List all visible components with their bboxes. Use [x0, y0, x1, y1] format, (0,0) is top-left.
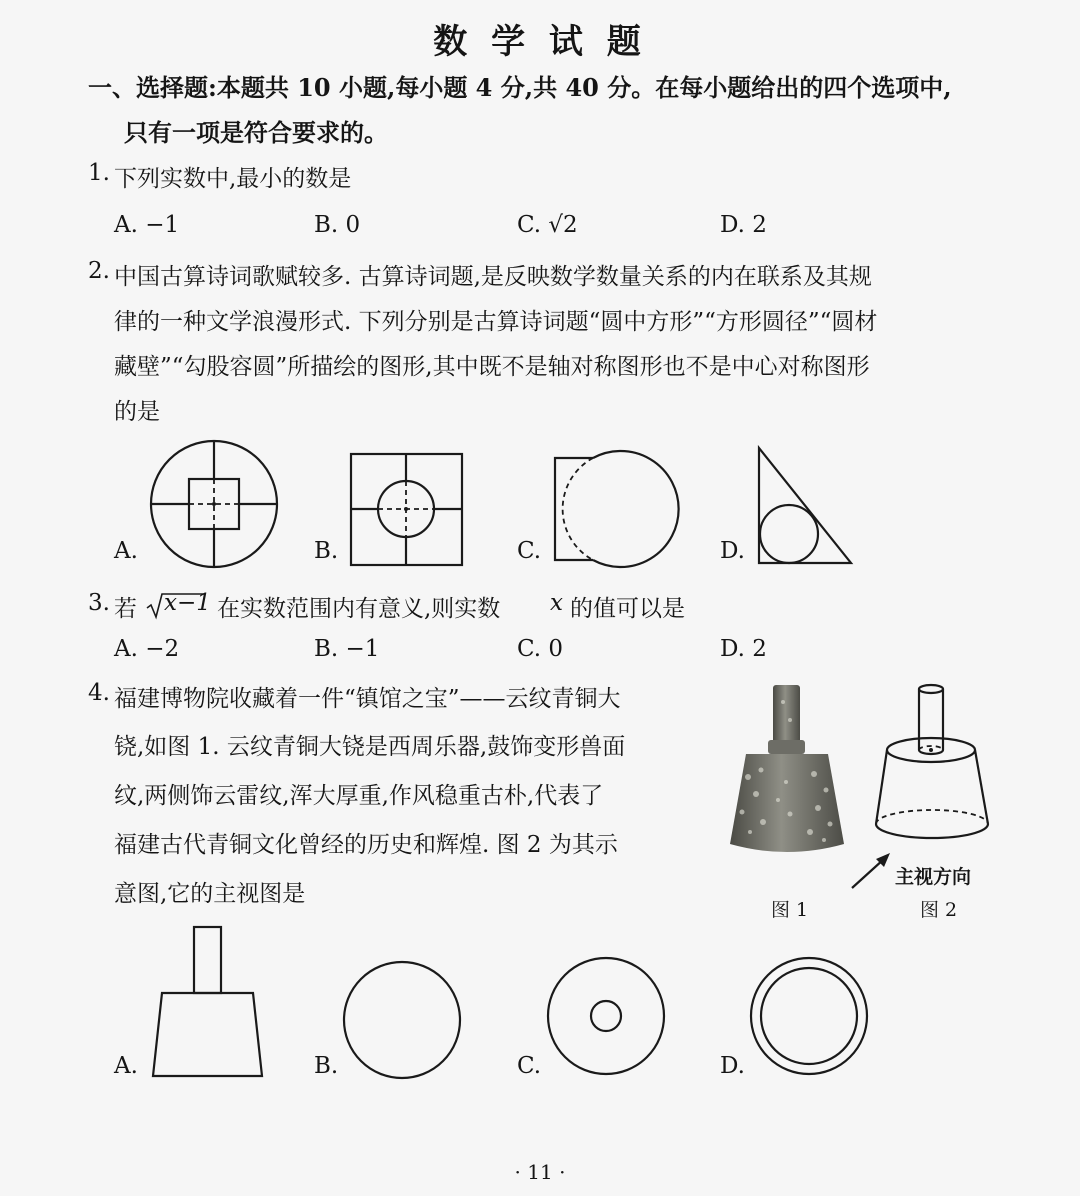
q3-number: 3.: [88, 590, 110, 616]
q1-number: 1.: [88, 160, 110, 186]
q2-figure-a: [148, 438, 280, 570]
q2-option-a-label: A.: [114, 538, 138, 564]
q1-stem: 下列实数中,最小的数是: [114, 166, 352, 192]
page-title: 数 学 试 题: [433, 22, 647, 62]
bronze-bell-photo: [728, 682, 846, 862]
q4-stem-line1: 福建博物院收藏着一件“镇馆之宝”——云纹青铜大: [114, 686, 621, 712]
q4-figure-c: [545, 958, 667, 1080]
q1-option-b: B. 0: [314, 212, 361, 238]
q3-option-c: C. 0: [517, 636, 564, 662]
section-heading-line1: 一、选择题:本题共 10 小题,每小题 4 分,共 40 分。在每小题给出的四个选项中,: [88, 73, 952, 102]
q3-stem-prefix: 若: [114, 596, 137, 622]
q4-stem-line5: 意图,它的主视图是: [114, 881, 306, 907]
q3-option-a: A. −2: [114, 636, 180, 662]
q3-option-b: B. −1: [314, 636, 380, 662]
q2-figure-c: [552, 450, 682, 568]
q3-option-d: D. 2: [720, 636, 767, 662]
q4-option-b-label: B.: [314, 1053, 339, 1079]
q1-option-c: C. √2: [517, 212, 578, 238]
q2-stem-line4: 的是: [114, 399, 160, 425]
q4-stem-line2: 铙,如图 1. 云纹青铜大铙是西周乐器,鼓饰变形兽面: [114, 734, 626, 760]
q2-stem-line2: 律的一种文学浪漫形式. 下列分别是古算诗词题“圆中方形”“方形圆径”“圆材: [114, 309, 878, 335]
section-heading-line2: 只有一项是符合要求的。: [124, 118, 388, 147]
q4-number: 4.: [88, 680, 110, 706]
q2-figure-d: [755, 445, 855, 567]
q2-stem-line3: 藏壁”“勾股容圆”所描绘的图形,其中既不是轴对称图形也不是中心对称图形: [114, 354, 870, 380]
view-direction-label: 主视方向: [895, 866, 972, 888]
q2-stem-line1: 中国古算诗词歌赋较多. 古算诗词题,是反映数学数量关系的内在联系及其规: [114, 264, 872, 290]
q4-stem-line3: 纹,两侧饰云雷纹,浑大厚重,作风稳重古朴,代表了: [114, 783, 604, 809]
figure-2-label: 图 2: [920, 899, 958, 921]
page-number: · 11 ·: [514, 1160, 566, 1184]
q1-option-a: A. −1: [114, 212, 180, 238]
q4-figure-a: [150, 924, 266, 1080]
q2-option-b-label: B.: [314, 538, 339, 564]
bell-schematic: [868, 678, 998, 850]
q2-option-c-label: C.: [517, 538, 542, 564]
q2-number: 2.: [88, 258, 110, 284]
q3-variable: x: [550, 590, 563, 616]
q4-option-c-label: C.: [517, 1053, 542, 1079]
q3-stem-suffix: 在实数范围内有意义,则实数: [217, 596, 501, 622]
q3-radicand: x−1: [164, 590, 211, 616]
q4-option-a-label: A.: [114, 1053, 138, 1079]
q4-stem-line4: 福建古代青铜文化曾经的历史和辉煌. 图 2 为其示: [114, 832, 618, 858]
figure-1-label: 图 1: [771, 899, 809, 921]
q3-stem-end: 的值可以是: [570, 596, 685, 622]
q2-figure-b: [350, 453, 464, 567]
q4-figure-b: [342, 962, 462, 1082]
q4-figure-d: [749, 958, 871, 1080]
q4-option-d-label: D.: [720, 1053, 745, 1079]
view-direction-arrow-icon: [848, 850, 896, 892]
q1-option-d: D. 2: [720, 212, 767, 238]
q2-option-d-label: D.: [720, 538, 745, 564]
